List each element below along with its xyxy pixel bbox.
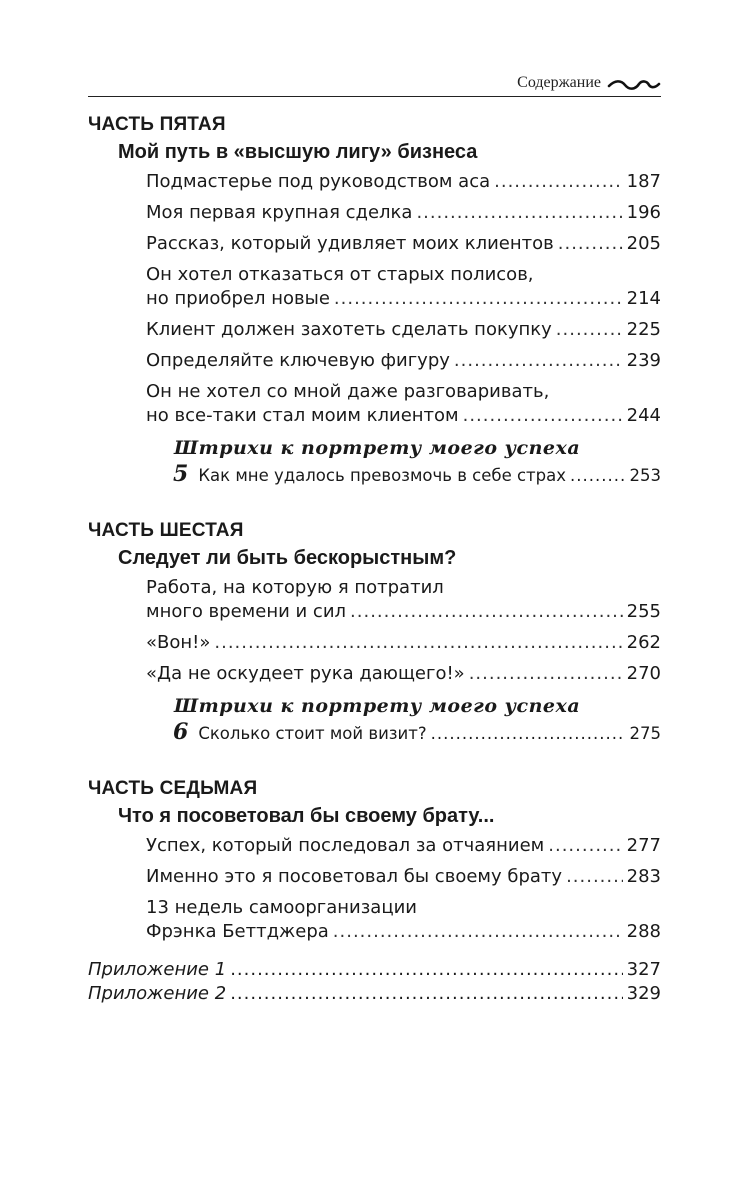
dot-leader [230,958,622,982]
toc-entry[interactable] [146,380,661,428]
part-label: ЧАСТЬ ШЕСТАЯ [88,520,244,541]
page-number: 327 [626,959,661,980]
toc-entry[interactable] [146,662,661,686]
dot-leader [566,865,623,889]
entry-title-line1: Он хотел отказаться от старых полисов, [146,264,534,285]
entry-title: Фрэнка Беттджера [146,921,329,942]
page-number: 288 [626,921,661,942]
appendix-list [88,958,661,1006]
page-number: 239 [626,350,661,371]
entry-title: Моя первая крупная сделка [146,202,413,223]
dot-leader [416,201,622,225]
dot-leader [469,662,623,686]
toc-entry[interactable] [146,232,661,256]
dot-leader [350,600,623,624]
page-number: 244 [626,405,661,426]
part-title: Что я посоветовал бы своему брату... [118,805,495,827]
page-number: 262 [626,632,661,653]
dot-leader [570,464,625,488]
page-number: 225 [626,319,661,340]
entry-title: Успех, который последовал за отчаянием [146,835,545,856]
running-header-title: Содержание [517,74,601,91]
entry-title: «Да не оскудеет рука дающего!» [146,663,465,684]
part-five [88,112,661,488]
page-number: 275 [629,724,661,743]
toc-entry[interactable] [146,318,661,342]
page-number: 329 [626,983,661,1004]
feature-number: 6 [173,719,189,745]
entry-title-line1: 13 недель самоорганизации [146,897,417,918]
part-six [88,518,661,746]
toc-entry[interactable] [146,865,661,889]
dot-leader [333,920,623,944]
dot-leader [494,170,623,194]
page-number: 283 [626,866,661,887]
entry-title: много времени и сил [146,601,347,622]
entry-title: Подмастерье под руководством аса [146,171,491,192]
running-header [88,72,661,97]
part-title: Следует ли быть бескорыстным? [118,547,457,569]
page-number: 255 [626,601,661,622]
entry-title: Сколько стоит мой визит? [198,724,427,743]
entry-title: но все-таки стал моим клиентом [146,405,459,426]
dot-leader [334,287,623,311]
part-label: ЧАСТЬ СЕДЬМАЯ [88,778,258,799]
page-number: 205 [626,233,661,254]
appendix-entry[interactable] [88,982,661,1006]
feature-heading: Штрихи к портрету моего успеха [174,437,581,459]
toc-entry[interactable] [146,576,661,624]
dot-leader [558,232,623,256]
page-number: 277 [626,835,661,856]
page-number: 187 [626,171,661,192]
toc-entry[interactable] [146,263,661,311]
feature-number: 5 [173,461,189,487]
entry-title: Именно это я посоветовал бы своему брату [146,866,563,887]
dot-leader [463,404,623,428]
entry-title: Рассказ, который удивляет моих клиентов [146,233,554,254]
dot-leader [454,349,623,373]
feature-entry[interactable] [173,720,661,746]
entry-title: Определяйте ключевую фигуру [146,350,450,371]
entry-title: но приобрел новые [146,288,330,309]
part-seven [88,776,661,944]
page-number: 196 [626,202,661,223]
part-title: Мой путь в «высшую лигу» бизнеса [118,141,478,163]
toc-entry[interactable] [146,631,661,655]
toc-entry[interactable] [146,201,661,225]
entry-title: Клиент должен захотеть сделать покупку [146,319,552,340]
entry-title: Приложение 2 [88,983,227,1004]
dot-leader [548,834,622,858]
entry-title-line1: Он не хотел со мной даже разговаривать, [146,381,550,402]
dot-leader [230,982,622,1006]
success-feature [174,436,661,488]
table-of-contents [88,112,661,1006]
toc-entry[interactable] [146,896,661,944]
entry-title-line1: Работа, на которую я потратил [146,577,444,598]
part-label: ЧАСТЬ ПЯТАЯ [88,114,226,135]
dot-leader [556,318,623,342]
entry-title: Приложение 1 [88,959,227,980]
flourish-ornament-icon [607,78,661,92]
feature-entry[interactable] [173,462,661,488]
appendix-entry[interactable] [88,958,661,982]
page-number: 214 [626,288,661,309]
toc-entry[interactable] [146,349,661,373]
dot-leader [431,722,626,746]
page-number: 270 [626,663,661,684]
dot-leader [214,631,622,655]
page-number: 253 [629,466,661,485]
feature-heading: Штрихи к портрету моего успеха [174,695,581,717]
success-feature [174,694,661,746]
toc-entry[interactable] [146,834,661,858]
toc-entry[interactable] [146,170,661,194]
entry-title: Как мне удалось превозмочь в себе страх [198,466,567,485]
entry-title: «Вон!» [146,632,211,653]
